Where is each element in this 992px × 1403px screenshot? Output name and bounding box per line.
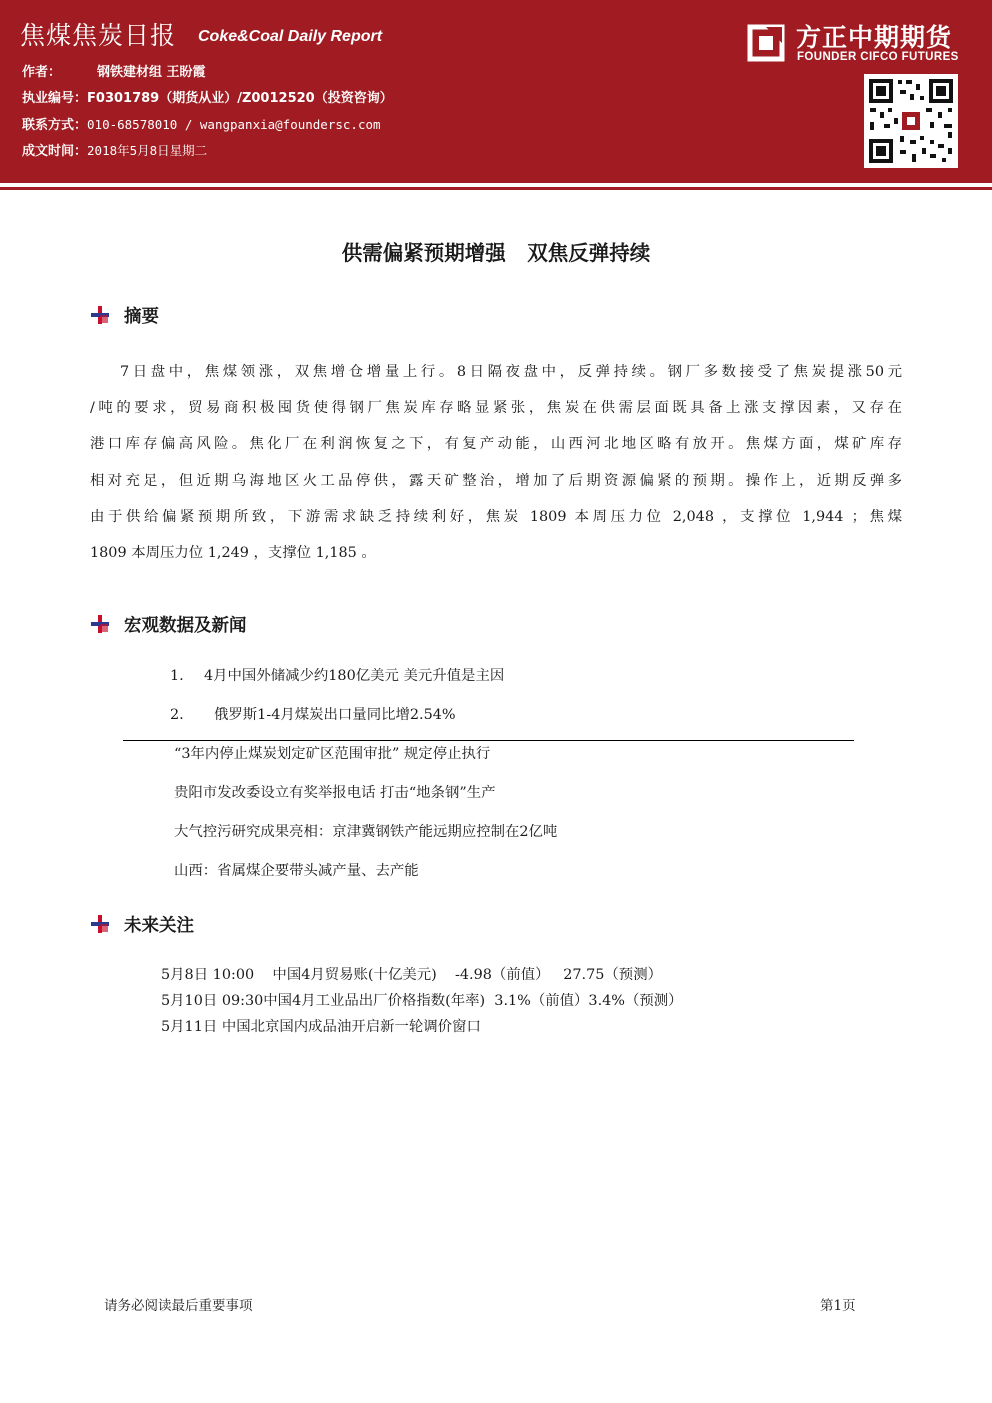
summary-paragraph [90,358,902,575]
report-subtitle: Coke&Coal Daily Report [198,28,383,45]
news-number: 1. [170,668,184,684]
meta-value: 2018年5月8日星期二 [87,143,208,158]
logo-name-cn: 方正中期期货 [796,23,953,52]
meta-label: 作者： [22,65,62,80]
section-summary-heading [90,303,159,327]
section-title: 宏观数据及新闻 [124,615,247,636]
header-divider [0,187,992,190]
report-header [0,0,992,183]
report-title: 焦煤焦炭日报 [20,21,177,50]
news-item-1 [170,665,504,687]
section-bullet-icon [90,914,110,934]
meta-author [22,64,206,82]
meta-license [22,90,393,108]
summary-line: 1809 本周压力位 1,249 ，支撑位 1,185 。 [90,544,376,561]
news-text: 贵阳市发改委设立有奖举报电话 打击“地条钢”生产 [174,785,496,801]
document-title: 供需偏紧预期增强 双焦反弹持续 [341,241,651,265]
meta-value: 010-68578010 / wangpanxia@foundersc.com [87,117,381,132]
summary-line: 由于供给偏紧预期所致，下游需求缺乏持续利好，焦炭 1809 本周压力位 2,048 ，支撑位 1,944 ；焦煤 [90,508,902,525]
event-item: 5月10日 09:30中国4月工业品出厂价格指数(年率) 3.1%（前值）3.4%（预测） [161,993,683,1009]
news-item-2 [170,704,456,726]
section-title: 摘要 [124,306,159,327]
news-item-5 [174,821,557,843]
news-text: 大气控污研究成果亮相：京津冀钢铁产能远期应控制在2亿吨 [174,824,558,840]
news-text: 俄罗斯1-4月煤炭出口量同比增2.54% [214,707,456,723]
news-item-4 [174,782,496,804]
meta-label: 执业编号： [22,91,88,106]
founder-logo-icon [746,23,786,63]
qr-code-icon [864,74,958,168]
section-future-heading [90,912,194,936]
summary-line: /吨的要求，贸易商积极囤货使得钢厂焦炭库存略显紧张，焦炭在供需层面既具备上涨支撑因素，又存在 [90,400,902,417]
page-number: 第1页 [820,1298,856,1314]
news-text: “3年内停止煤炭划定矿区范围审批” 规定停止执行 [174,746,491,762]
summary-line: 相对充足，但近期乌海地区火工品停供，露天矿整治，增加了后期资源偏紧的预期。操作上，近期反弹多 [90,472,902,489]
meta-date [22,142,207,160]
meta-value: F0301789（期货从业）/Z0012520（投资咨询） [87,91,393,106]
news-text: 山西：省属煤企要带头减产量、去产能 [174,863,419,879]
section-title: 未来关注 [124,915,194,936]
summary-line: 港口库存偏高风险。焦化厂在利润恢复之下，有复产动能，山西河北地区略有放开。焦煤方面，煤矿库存 [90,436,902,453]
meta-value: 钢铁建材组 王盼霞 [97,65,206,80]
meta-label: 联系方式： [22,118,88,133]
news-item-6 [174,860,419,882]
section-bullet-icon [90,305,110,325]
summary-line: 7日盘中，焦煤领涨，双焦增仓增量上行。8日隔夜盘中，反弹持续。钢厂多数接受了焦炭提涨50元 [120,364,902,380]
meta-label: 成文时间： [22,144,88,159]
section-macro-heading [90,612,247,636]
news-divider [123,740,854,741]
news-text: 4月中国外储减少约180亿美元 美元升值是主因 [204,668,505,684]
event-item: 5月8日 10:00 中国4月贸易账(十亿美元) -4.98（前值） 27.75（预测） [161,967,662,983]
meta-contact [22,116,381,134]
section-bullet-icon [90,614,110,634]
news-item-3 [174,743,490,765]
event-item: 5月11日 中国北京国内成品油开启新一轮调价窗口 [161,1019,481,1035]
news-number: 2. [170,707,184,723]
logo-name-en: FOUNDER CIFCO FUTURES [797,51,959,63]
footer-notice: 请务必阅读最后重要事项 [104,1298,253,1314]
